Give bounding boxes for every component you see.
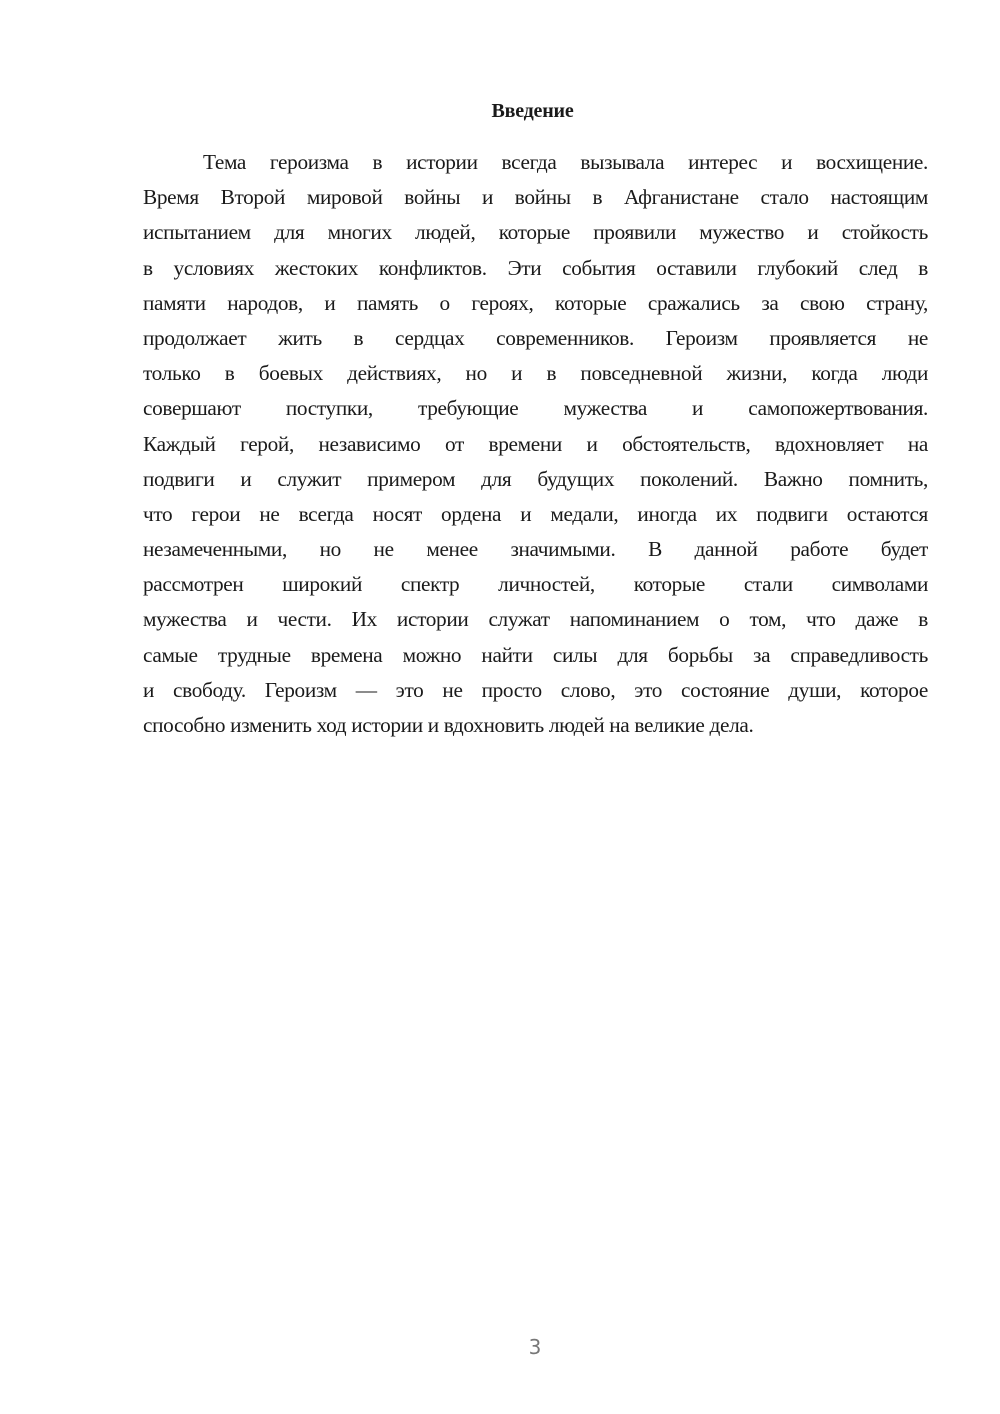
paragraph-line: совершают поступки, требующие мужества и самопожертвования. (143, 396, 928, 421)
paragraph-line: в условиях жестоких конфликтов. Эти события оставили глубокий след в (143, 255, 928, 280)
paragraph-line: продолжает жить в сердцах современников. Героизм проявляется не (143, 325, 928, 350)
paragraph-line: подвиги и служит примером для будущих поколений. Важно помнить, (143, 466, 928, 491)
paragraph-line: самые трудные времена можно найти силы для борьбы за справедливость (143, 642, 928, 667)
paragraph-line: Каждый герой, независимо от времени и обстоятельств, вдохновляет на (143, 431, 928, 456)
paragraph-line: мужества и чести. Их истории служат напоминанием о том, что даже в (143, 607, 928, 632)
paragraph-line: незамеченными, но не менее значимыми. В данной работе будет (143, 537, 928, 562)
paragraph-line: только в боевых действиях, но и в повседневной жизни, когда люди (143, 361, 928, 386)
introduction-paragraph (143, 145, 928, 743)
page-number: 3 (528, 1335, 542, 1359)
paragraph-line: памяти народов, и память о героях, которые сражались за свою страну, (143, 290, 928, 315)
paragraph-line: испытанием для многих людей, которые проявили мужество и стойкость (143, 220, 928, 245)
paragraph-line: и свободу. Героизм — это не просто слово, это состояние души, которое (143, 677, 928, 702)
paragraph-line: рассмотрен широкий спектр личностей, которые стали символами (143, 572, 928, 597)
section-heading-text: Введение (491, 100, 574, 122)
paragraph-line: способно изменить ход истории и вдохновить людей на великие дела. (143, 713, 754, 737)
paragraph-line: что герои не всегда носят ордена и медали, иногда их подвиги остаются (143, 501, 928, 526)
section-heading (143, 98, 928, 124)
paragraph-line: Тема героизма в истории всегда вызывала интерес и восхищение. (203, 150, 928, 174)
paragraph-line: Время Второй мировой войны и войны в Афганистане стало настоящим (143, 185, 928, 210)
